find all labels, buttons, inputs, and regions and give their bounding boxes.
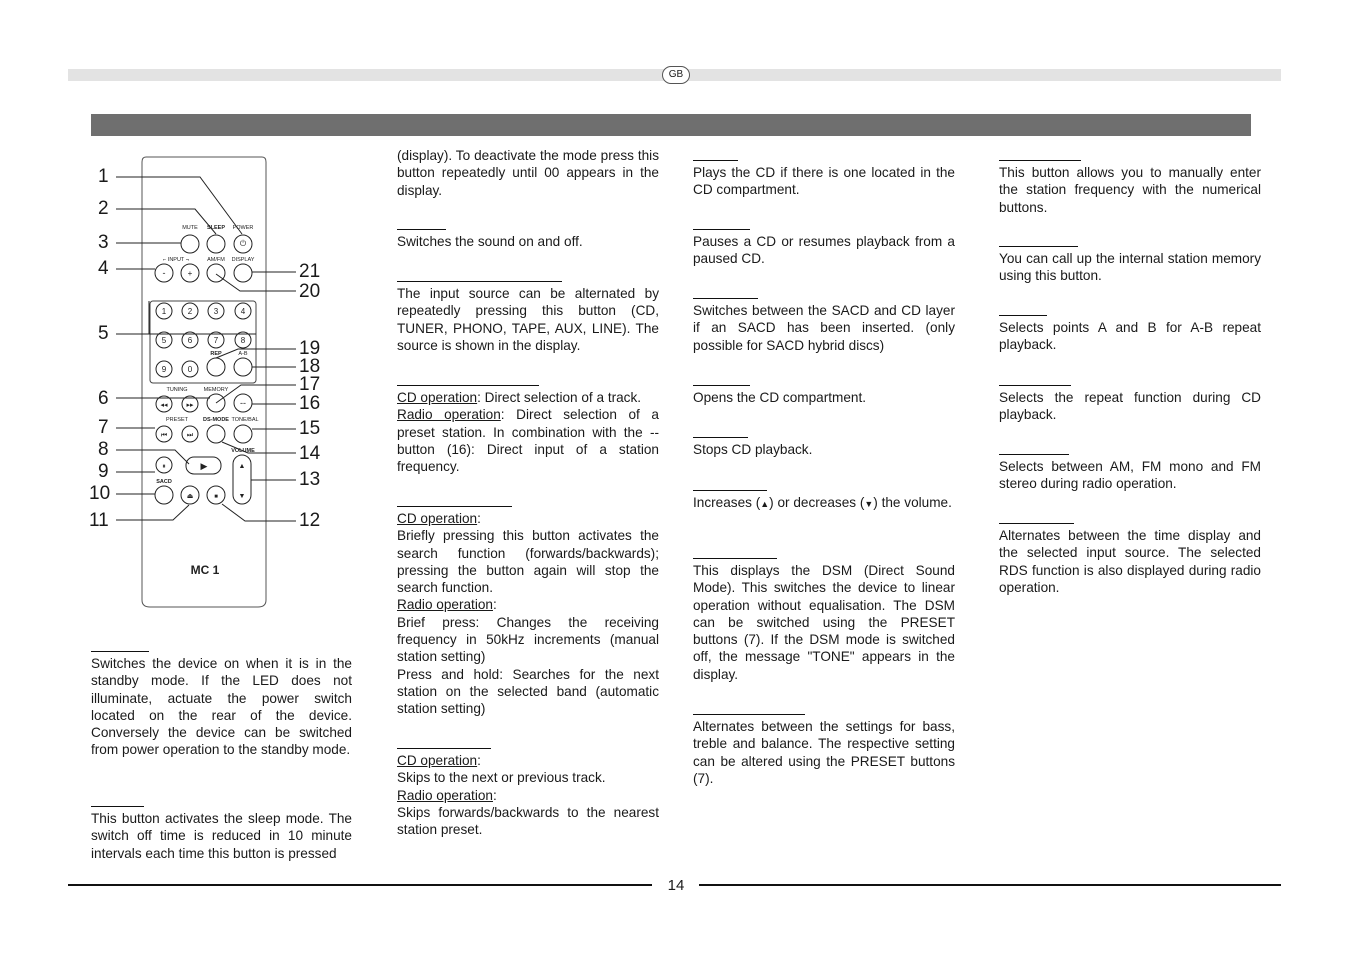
page-number: 14 bbox=[667, 877, 685, 894]
svg-text:▸▸: ▸▸ bbox=[186, 402, 194, 409]
sacd-section bbox=[693, 298, 955, 354]
heading-rule-sleep bbox=[91, 806, 144, 807]
callout-16: 16 bbox=[299, 393, 321, 414]
svg-text:+: + bbox=[187, 269, 193, 278]
callout-2: 2 bbox=[98, 198, 109, 219]
heading-rule-volume bbox=[693, 490, 767, 491]
heading-rule-display bbox=[999, 523, 1074, 524]
svg-text:--: -- bbox=[240, 398, 246, 408]
svg-text:AM/FM: AM/FM bbox=[207, 257, 225, 263]
digits-radio-text: : Direct selection of a preset station. In combination with the -- button (16): Direct input of a station frequency. bbox=[397, 407, 659, 475]
svg-text:3: 3 bbox=[213, 307, 219, 316]
input-description: The input source can be alternated by repeatedly pressing this button (CD, TUNER, PHONO, TAPE, AUX, LINE). The source is shown in the display. bbox=[397, 286, 659, 353]
svg-text:8: 8 bbox=[240, 336, 246, 345]
callout-7: 7 bbox=[98, 417, 109, 438]
column-2 bbox=[397, 147, 659, 199]
svg-text:VOLUME: VOLUME bbox=[231, 448, 255, 454]
preset-radio-label: Radio operation bbox=[397, 787, 493, 803]
volume-text-a: Increases ( bbox=[693, 495, 761, 510]
svg-text:■: ■ bbox=[214, 494, 218, 500]
callout-21: 21 bbox=[299, 261, 321, 282]
digits-radio bbox=[397, 406, 659, 475]
footer-rule-left bbox=[68, 884, 652, 886]
svg-text:◂◂: ◂◂ bbox=[160, 402, 168, 409]
volume-text-b: ) or decreases ( bbox=[769, 495, 865, 510]
svg-text:⏏: ⏏ bbox=[186, 493, 194, 500]
heading-rule-rep bbox=[999, 385, 1071, 386]
svg-text:⌐ INPUT ¬: ⌐ INPUT ¬ bbox=[163, 257, 189, 263]
mute-description: Switches the sound on and off. bbox=[397, 234, 583, 249]
mute-section bbox=[397, 229, 659, 250]
tuning-hold-text: Press and hold: Searches for the next station on the selected band (automatic station setting) bbox=[397, 666, 659, 717]
heading-rule-digits bbox=[397, 385, 539, 386]
svg-text:MEMORY: MEMORY bbox=[203, 387, 229, 393]
remote-control-diagram bbox=[0, 0, 400, 620]
heading-rule-power bbox=[91, 651, 149, 652]
language-badge: GB bbox=[662, 66, 690, 84]
memory-description: You can call up the internal station memory using this button. bbox=[999, 251, 1261, 284]
display-description: Alternates between the time display and the selected input source. The selected RDS function is also displayed during radio operation. bbox=[999, 528, 1261, 595]
heading-rule-tone bbox=[693, 714, 805, 715]
play-section bbox=[693, 160, 955, 199]
svg-text:▲: ▲ bbox=[238, 463, 246, 470]
tuning-cd-text: Briefly pressing this button activates the search function (forwards/backwards); pressing the button again will stop the search function. bbox=[397, 528, 659, 596]
rep-description: Selects the repeat function during CD playback. bbox=[999, 390, 1261, 423]
tuning-cd-label: CD operation bbox=[397, 511, 478, 526]
svg-text:SACD: SACD bbox=[156, 479, 172, 485]
volume-description bbox=[693, 494, 955, 513]
callout-18: 18 bbox=[299, 356, 321, 377]
heading-rule-input bbox=[397, 281, 562, 282]
svg-text:⏸: ⏸ bbox=[162, 463, 166, 470]
sacd-description: Switches between the SACD and CD layer if an SACD has been inserted. (only possible for SACD hybrid discs) bbox=[693, 303, 955, 353]
svg-text:DISPLAY: DISPLAY bbox=[231, 257, 255, 263]
stop-description: Stops CD playback. bbox=[693, 442, 813, 457]
dsm-section bbox=[693, 558, 955, 683]
volume-section bbox=[693, 490, 955, 513]
heading-rule-freq bbox=[999, 160, 1081, 161]
ab-description: Selects points A and B for A-B repeat playback. bbox=[999, 320, 1261, 353]
tone-description: Alternates between the settings for bass, treble and balance. The respective setting can be altered using the PRESET buttons (7). bbox=[693, 719, 955, 786]
svg-text:DS-MODE: DS-MODE bbox=[203, 417, 229, 423]
input-section bbox=[397, 281, 659, 354]
heading-rule-play bbox=[693, 160, 738, 161]
heading-rule-amfm bbox=[999, 454, 1069, 455]
svg-text:9: 9 bbox=[161, 365, 167, 374]
preset-section bbox=[397, 748, 659, 838]
digits-cd-text: : Direct selection of a track. bbox=[477, 390, 642, 405]
heading-rule-memory bbox=[999, 246, 1078, 247]
tuning-section bbox=[397, 506, 659, 718]
preset-cd-text: Skips to the next or previous track. bbox=[397, 770, 606, 786]
digits-radio-label: Radio operation bbox=[397, 407, 501, 423]
tuning-radio-heading: Radio operation: bbox=[397, 597, 497, 613]
callout-5: 5 bbox=[98, 323, 109, 344]
callout-19: 19 bbox=[299, 338, 321, 359]
callout-15: 15 bbox=[299, 418, 321, 439]
svg-text:TONE/BAL: TONE/BAL bbox=[231, 417, 259, 423]
svg-text:⏭: ⏭ bbox=[186, 432, 194, 439]
tuning-brief-text: Brief press: Changes the receiving frequency in 50kHz increments (manual station setting) bbox=[397, 614, 659, 665]
svg-text:0: 0 bbox=[187, 365, 193, 374]
preset-cd-heading: CD operation: bbox=[397, 753, 481, 768]
callout-17: 17 bbox=[299, 374, 321, 395]
heading-rule-stop bbox=[693, 437, 748, 438]
callout-12: 12 bbox=[299, 510, 321, 531]
heading-rule-eject bbox=[693, 385, 750, 386]
pause-section bbox=[693, 229, 955, 268]
callout-20: 20 bbox=[299, 281, 321, 302]
callout-13: 13 bbox=[299, 469, 321, 490]
svg-text:6: 6 bbox=[187, 336, 193, 345]
ab-section bbox=[999, 315, 1261, 354]
preset-cd-label: CD operation bbox=[397, 753, 478, 768]
display-section bbox=[999, 523, 1261, 596]
dsm-description: This displays the DSM (Direct Sound Mode). This switches the device to linear operation without equalisation. The DSM can be switched using the PRESET buttons (7). If the DSM mode is switched off, the message "TONE" appears in the display. bbox=[693, 563, 955, 682]
volume-text-c: ) the volume. bbox=[873, 495, 952, 510]
heading-rule-ab bbox=[999, 315, 1047, 316]
sleep-description: This button activates the sleep mode. The switch off time is reduced in 10 minute intervals each time this button is pressed bbox=[91, 811, 352, 861]
column-1b bbox=[91, 806, 352, 862]
svg-text:2: 2 bbox=[187, 307, 193, 316]
play-description: Plays the CD if there is one located in the CD compartment. bbox=[693, 165, 955, 198]
callout-10: 10 bbox=[89, 483, 111, 504]
digits-cd-label: CD operation bbox=[397, 390, 478, 405]
preset-radio-text: Skips forwards/backwards to the nearest station preset. bbox=[397, 804, 659, 838]
svg-text:MC 1: MC 1 bbox=[190, 563, 220, 577]
heading-rule-tuning bbox=[397, 506, 512, 507]
svg-text:⏮: ⏮ bbox=[160, 432, 168, 439]
pause-description: Pauses a CD or resumes playback from a paused CD. bbox=[693, 234, 955, 267]
callout-4: 4 bbox=[98, 258, 109, 279]
svg-text:SLEEP: SLEEP bbox=[206, 225, 226, 231]
svg-text:▶: ▶ bbox=[200, 461, 208, 471]
amfm-section bbox=[999, 454, 1261, 493]
freq-section bbox=[999, 160, 1261, 216]
stop-section bbox=[693, 437, 955, 458]
svg-text:7: 7 bbox=[213, 336, 219, 345]
svg-text:5: 5 bbox=[161, 336, 167, 345]
svg-text:⏻: ⏻ bbox=[239, 239, 247, 248]
triangle-up-icon: ▲ bbox=[760, 499, 770, 509]
callout-1: 1 bbox=[98, 166, 109, 187]
svg-text:MUTE: MUTE bbox=[182, 225, 198, 231]
memory-section bbox=[999, 246, 1261, 285]
svg-text:1: 1 bbox=[161, 307, 167, 316]
callout-9: 9 bbox=[98, 461, 109, 482]
freq-description: This button allows you to manually enter the station frequency with the numerical buttons. bbox=[999, 165, 1261, 215]
eject-section bbox=[693, 385, 955, 406]
callout-6: 6 bbox=[98, 388, 109, 409]
svg-text:REP: REP bbox=[210, 351, 222, 357]
svg-text:A-B: A-B bbox=[238, 351, 248, 357]
digits-section bbox=[397, 385, 659, 475]
triangle-down-icon: ▼ bbox=[864, 499, 874, 509]
callout-3: 3 bbox=[98, 232, 109, 253]
heading-rule-dsm bbox=[693, 558, 777, 559]
tuning-radio-label: Radio operation bbox=[397, 597, 493, 613]
tuning-cd-heading: CD operation: bbox=[397, 511, 481, 526]
heading-rule-mute bbox=[397, 229, 446, 230]
preset-radio-heading: Radio operation: bbox=[397, 787, 497, 803]
svg-text:POWER: POWER bbox=[232, 225, 254, 231]
digits-cd bbox=[397, 389, 659, 406]
svg-text:TUNING: TUNING bbox=[166, 387, 188, 393]
sleep-continued: (display). To deactivate the mode press this button repeatedly until 00 appears in the display. bbox=[397, 148, 659, 198]
svg-text:-: - bbox=[162, 268, 166, 278]
heading-rule-pause bbox=[693, 229, 750, 230]
callout-11: 11 bbox=[89, 510, 109, 531]
svg-text:▼: ▼ bbox=[238, 493, 246, 500]
heading-rule-sacd bbox=[693, 298, 758, 299]
column-1 bbox=[91, 651, 352, 759]
amfm-description: Selects between AM, FM mono and FM stereo during radio operation. bbox=[999, 459, 1261, 492]
footer-rule-right bbox=[699, 884, 1281, 886]
tone-section bbox=[693, 714, 955, 787]
rep-section bbox=[999, 385, 1261, 424]
svg-text:4: 4 bbox=[240, 307, 246, 316]
callout-8: 8 bbox=[98, 439, 109, 460]
svg-text:PRESET: PRESET bbox=[165, 417, 189, 423]
power-description: Switches the device on when it is in the standby mode. If the LED does not illuminate, actuate the power switch located on the rear of the device. Conversely the device can be switched from power operation to the standby mode. bbox=[91, 656, 352, 758]
eject-description: Opens the CD compartment. bbox=[693, 390, 867, 405]
heading-rule-preset bbox=[397, 748, 491, 749]
callout-14: 14 bbox=[299, 443, 321, 464]
